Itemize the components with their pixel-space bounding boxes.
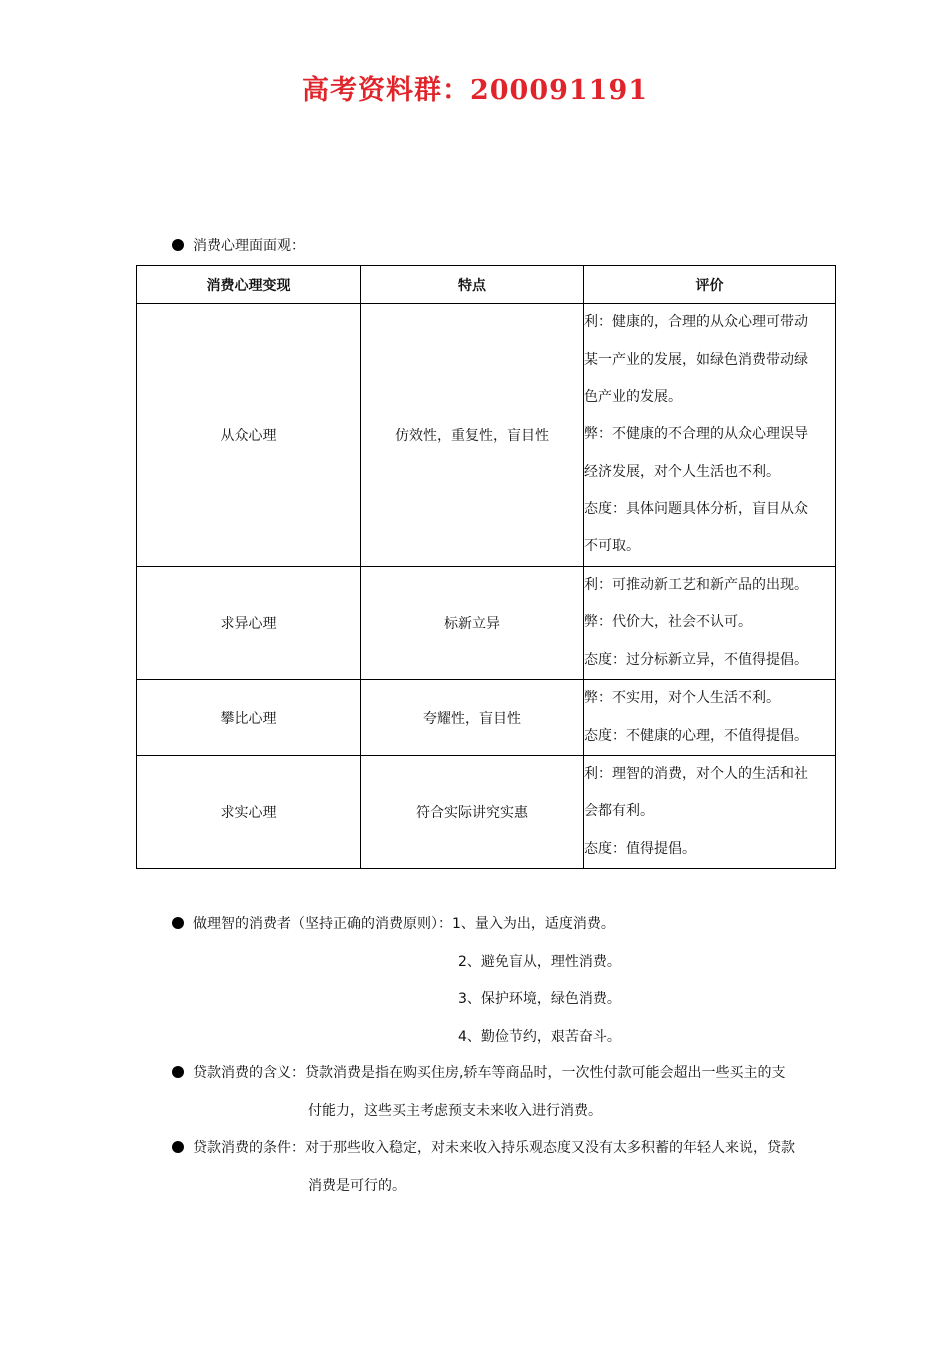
cell-type: 求异心理 (137, 567, 361, 680)
section-label: 贷款消费的含义： (193, 1065, 305, 1081)
header-feature: 特点 (361, 266, 584, 304)
eval-line: 利：健康的，合理的从众心理可带动 (584, 314, 808, 331)
cell-feature: 标新立异 (361, 567, 584, 680)
banner-title: 高考资料群：200091191 (301, 75, 649, 106)
bullet-icon (172, 1141, 184, 1153)
section-loan-conditions (172, 1138, 795, 1158)
table-row (137, 304, 836, 567)
table-row (137, 756, 836, 869)
section-label: 做理智的消费者（坚持正确的消费原则）： (193, 916, 452, 932)
section-label: 贷款消费的条件： (193, 1140, 305, 1156)
cell-evaluation (584, 567, 836, 680)
paragraph-line: 消费是可行的。 (308, 1178, 406, 1194)
eval-line: 利：可推动新工艺和新产品的出现。 (584, 577, 808, 594)
paragraph-line: 对于那些收入稳定，对未来收入持乐观态度又没有太多积蓄的年轻人来说，贷款 (305, 1140, 795, 1156)
cell-type: 求实心理 (137, 756, 361, 869)
header-evaluation: 评价 (584, 266, 836, 304)
cell-feature: 夸耀性，盲目性 (361, 680, 584, 756)
principle-item: 3、保护环境，绿色消费。 (458, 991, 621, 1007)
header-type: 消费心理变现 (137, 266, 361, 304)
table-row (137, 680, 836, 756)
eval-line: 经济发展，对个人生活也不利。 (584, 463, 780, 480)
principle-item: 2、避免盲从，理性消费。 (458, 954, 621, 970)
bullet-icon (172, 917, 184, 929)
cell-evaluation (584, 304, 836, 567)
eval-line: 态度：具体问题具体分析，盲目从众 (584, 500, 808, 517)
eval-line: 某一产业的发展，如绿色消费带动绿 (584, 351, 808, 368)
eval-line: 态度：不健康的心理，不值得提倡。 (584, 727, 808, 744)
eval-line: 态度：值得提倡。 (584, 840, 696, 857)
eval-line: 弊：不健康的不合理的从众心理误导 (584, 426, 808, 443)
section-loan-meaning (172, 1063, 785, 1083)
cell-type: 从众心理 (137, 304, 361, 567)
eval-line: 弊：不实用，对个人生活不利。 (584, 690, 780, 707)
eval-line: 色产业的发展。 (584, 389, 682, 406)
table-header-row (137, 266, 836, 304)
bullet-icon (172, 1066, 184, 1078)
paragraph-line: 付能力，这些买主考虑预支未来收入进行消费。 (308, 1103, 602, 1119)
eval-line: 会都有利。 (584, 803, 654, 820)
cell-type: 攀比心理 (137, 680, 361, 756)
cell-feature: 仿效性，重复性，盲目性 (361, 304, 584, 567)
bullet-icon (172, 239, 184, 251)
section-consumption-psychology (172, 236, 305, 256)
psychology-table (136, 265, 836, 869)
eval-line: 弊：代价大，社会不认可。 (584, 614, 752, 631)
principle-item: 1、量入为出，适度消费。 (452, 916, 615, 932)
eval-line: 态度：过分标新立异，不值得提倡。 (584, 651, 808, 668)
paragraph-line: 贷款消费是指在购买住房,轿车等商品时，一次性付款可能会超出一些买主的支 (305, 1065, 786, 1081)
cell-evaluation (584, 680, 836, 756)
section-label: 消费心理面面观： (193, 238, 305, 254)
principle-item: 4、勤俭节约，艰苦奋斗。 (458, 1029, 621, 1045)
cell-feature: 符合实际讲究实惠 (361, 756, 584, 869)
eval-line: 利：理智的消费，对个人的生活和社 (584, 766, 808, 783)
cell-evaluation (584, 756, 836, 869)
eval-line: 不可取。 (584, 538, 640, 555)
section-rational-consumer (172, 914, 615, 934)
table-row (137, 567, 836, 680)
